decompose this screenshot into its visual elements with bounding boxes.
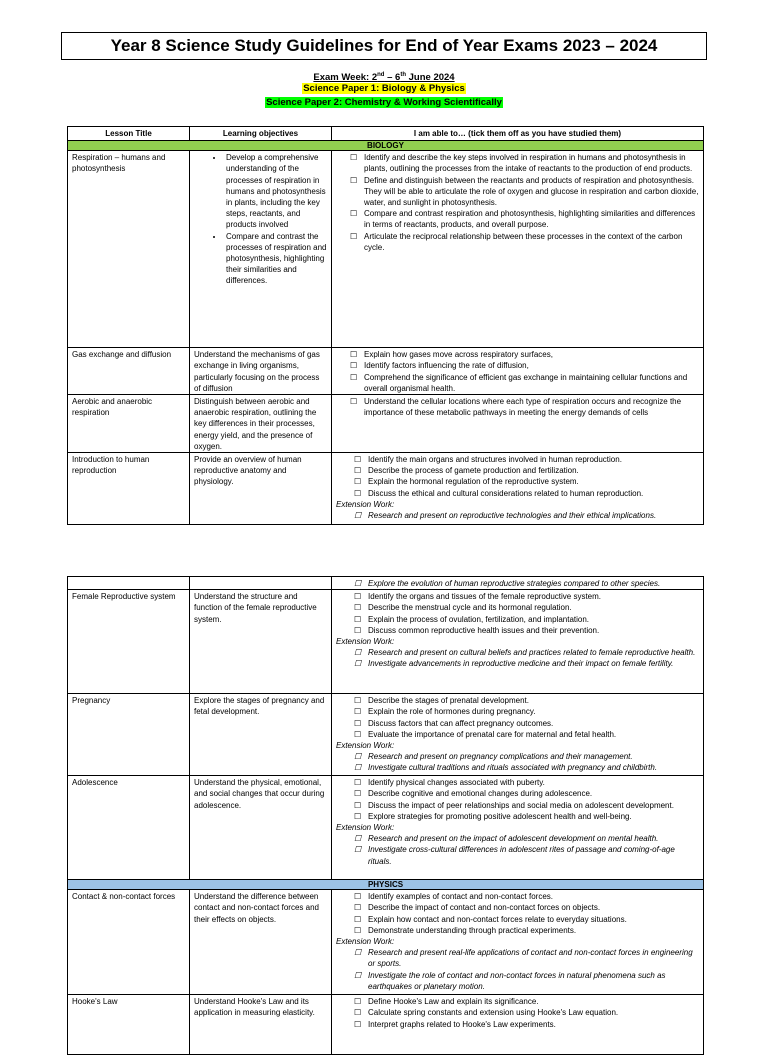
checkbox-icon[interactable]: ☐ bbox=[350, 397, 358, 407]
checklist-item[interactable]: ☐ Describe cognitive and emotional changes during adolescence. bbox=[336, 788, 699, 799]
objective-text: Provide an overview of human reproductive anatomy and physiology. bbox=[190, 453, 332, 525]
objective-text: Explore the stages of pregnancy and fetal development. bbox=[190, 694, 332, 776]
lesson-title: Hooke's Law bbox=[68, 995, 190, 1055]
checkbox-icon[interactable]: ☐ bbox=[354, 477, 362, 487]
checkbox-icon[interactable]: ☐ bbox=[350, 350, 358, 360]
checklist-item[interactable]: ☐ Identify and describe the key steps involved in respiration in humans and photosynthesis in plants, outlining the processes from the intake of reactants to the production of end products. bbox=[336, 152, 699, 174]
checklist-item[interactable]: ☐ Identify factors influencing the rate of diffusion, bbox=[336, 360, 699, 371]
table-row bbox=[68, 151, 704, 348]
extension-item[interactable]: ☐ Investigate the role of contact and non-contact forces in natural phenomena such as earthquakes or planetary motion. bbox=[336, 970, 699, 992]
objective-text: Understand the physical, emotional, and social changes that occur during adolescence. bbox=[190, 776, 332, 880]
checklist-item[interactable]: ☐ Understand the cellular locations where each type of respiration occurs and recognize the importance of these metabolic pathways in meeting the energy demands of cells bbox=[336, 396, 699, 418]
checklist-item[interactable]: ☐ Discuss common reproductive health issues and their prevention. bbox=[336, 625, 699, 636]
checkbox-icon[interactable]: ☐ bbox=[354, 592, 362, 602]
title-box bbox=[61, 32, 707, 60]
extension-label: Extension Work: bbox=[336, 499, 395, 509]
checkbox-icon[interactable]: ☐ bbox=[354, 789, 362, 799]
checklist-item[interactable]: ☐ Explain the hormonal regulation of the reproductive system. bbox=[336, 476, 699, 487]
checklist-item[interactable]: ☐ Identify the organs and tissues of the female reproductive system. bbox=[336, 591, 699, 602]
checklist-item[interactable]: ☐ Demonstrate understanding through practical experiments. bbox=[336, 925, 699, 936]
lesson-title: Respiration – humans and photosynthesis bbox=[68, 151, 190, 348]
checklist-item[interactable]: ☐ Comprehend the significance of efficient gas exchange in maintaining cellular functions and overall organismal health. bbox=[336, 372, 699, 394]
checklist-item[interactable]: ☐ Explain how gases move across respiratory surfaces, bbox=[336, 349, 699, 360]
header-lesson: Lesson Title bbox=[68, 127, 190, 141]
checkbox-icon[interactable]: ☐ bbox=[354, 811, 362, 821]
section-physics bbox=[68, 880, 704, 890]
checkbox-icon[interactable]: ☐ bbox=[354, 800, 362, 810]
extension-label: Extension Work: bbox=[336, 937, 395, 947]
extension-item[interactable]: ☐ Research and present on reproductive technologies and their ethical implications. bbox=[336, 510, 699, 521]
checklist-item[interactable]: ☐ Define Hooke's Law and explain its significance. bbox=[336, 996, 699, 1007]
header-objectives: Learning objectives bbox=[190, 127, 332, 141]
extension-label: Extension Work: bbox=[336, 741, 395, 751]
checkbox-icon[interactable]: ☐ bbox=[354, 1008, 362, 1018]
extension-label: Extension Work: bbox=[336, 823, 395, 833]
checkbox-icon[interactable]: ☐ bbox=[354, 970, 362, 980]
checkbox-icon[interactable]: ☐ bbox=[354, 914, 362, 924]
checkbox-icon[interactable]: ☐ bbox=[354, 625, 362, 635]
checkbox-icon[interactable]: ☐ bbox=[354, 845, 362, 855]
objective-item: • Compare and contrast the processes of respiration and photosynthesis, highlighting their similarities and differences. bbox=[224, 231, 327, 287]
checkbox-icon[interactable]: ☐ bbox=[350, 209, 358, 219]
lesson-title: Adolescence bbox=[68, 776, 190, 880]
checkbox-icon[interactable]: ☐ bbox=[354, 925, 362, 935]
checklist bbox=[336, 695, 699, 773]
checklist bbox=[336, 996, 699, 1030]
checklist bbox=[336, 891, 699, 992]
extension-label: Extension Work: bbox=[336, 637, 395, 647]
checklist-item[interactable]: ☐ Compare and contrast respiration and photosynthesis, highlighting similarities and differences in terms of reactants, products, and overall purpose. bbox=[336, 208, 699, 230]
objective-list bbox=[190, 152, 327, 286]
checkbox-icon[interactable]: ☐ bbox=[354, 892, 362, 902]
checkbox-icon[interactable]: ☐ bbox=[354, 903, 362, 913]
checklist-item[interactable]: ☐ Explore strategies for promoting positive adolescent health and well-being. bbox=[336, 811, 699, 822]
lesson-title: Female Reproductive system bbox=[68, 590, 190, 694]
checklist-item[interactable]: ☐ Calculate spring constants and extension using Hooke's Law equation. bbox=[336, 1007, 699, 1018]
checkbox-icon[interactable]: ☐ bbox=[350, 372, 358, 382]
lesson-title: Aerobic and anaerobic respiration bbox=[68, 395, 190, 453]
checklist-item[interactable]: ☐ Identify examples of contact and non-contact forces. bbox=[336, 891, 699, 902]
lesson-title: Gas exchange and diffusion bbox=[68, 348, 190, 395]
checkbox-icon[interactable]: ☐ bbox=[354, 659, 362, 669]
checkbox-icon[interactable]: ☐ bbox=[354, 752, 362, 762]
table-row bbox=[68, 348, 704, 395]
checklist bbox=[336, 578, 699, 589]
extension-item[interactable]: ☐ Investigate cultural traditions and rituals associated with pregnancy and childbirth. bbox=[336, 762, 699, 773]
checklist-item[interactable]: ☐ Discuss factors that can affect pregnancy outcomes. bbox=[336, 718, 699, 729]
checkbox-icon[interactable]: ☐ bbox=[354, 1019, 362, 1029]
table-row bbox=[68, 577, 704, 590]
checklist bbox=[336, 152, 699, 253]
checkbox-icon[interactable]: ☐ bbox=[354, 579, 362, 588]
table-row bbox=[68, 590, 704, 694]
checkbox-icon[interactable]: ☐ bbox=[354, 948, 362, 958]
checklist-item[interactable]: ☐ Interpret graphs related to Hooke's Law experiments. bbox=[336, 1019, 699, 1030]
extension-item[interactable]: ☐ Investigate cross-cultural differences in adolescent rites of passage and coming-of-age rituals. bbox=[336, 844, 699, 866]
checkbox-icon[interactable]: ☐ bbox=[354, 614, 362, 624]
header-able: I am able to… (tick them off as you have studied them) bbox=[332, 127, 704, 141]
checkbox-icon[interactable]: ☐ bbox=[354, 997, 362, 1007]
checkbox-icon[interactable]: ☐ bbox=[350, 231, 358, 241]
table-row bbox=[68, 453, 704, 525]
checklist-item[interactable]: ☐ Describe the stages of prenatal development. bbox=[336, 695, 699, 706]
section-physics-label: PHYSICS bbox=[68, 880, 704, 890]
lesson-title: Pregnancy bbox=[68, 694, 190, 776]
checkbox-icon[interactable]: ☐ bbox=[354, 511, 362, 521]
checkbox-icon[interactable]: ☐ bbox=[354, 488, 362, 498]
checklist-item[interactable]: ☐ Define and distinguish between the reactants and products of respiration and photosynthesis. They will be able to articulate the role of oxygen and glucose in respiration and carbon dioxide, water, and sunlight in photosynthesis. bbox=[336, 175, 699, 209]
objective-item: • Develop a comprehensive understanding of the processes of respiration in humans and photosynthesis in plants, including the key steps, reactants, and products involved bbox=[224, 152, 327, 230]
checklist-item[interactable]: ☐ Identify the main organs and structures involved in human reproduction. bbox=[336, 454, 699, 465]
checklist bbox=[336, 591, 699, 669]
checklist bbox=[336, 777, 699, 867]
lesson-title: Introduction to human reproduction bbox=[68, 453, 190, 525]
checklist-item[interactable]: ☐ Articulate the reciprocal relationship between these processes in the context of the carbon cycle. bbox=[336, 231, 699, 253]
page-title: Year 8 Science Study Guidelines for End of Year Exams 2023 – 2024 bbox=[110, 36, 658, 55]
checkbox-icon[interactable]: ☐ bbox=[350, 361, 358, 371]
table-row bbox=[68, 995, 704, 1055]
table-row bbox=[68, 776, 704, 880]
checkbox-icon[interactable]: ☐ bbox=[354, 466, 362, 476]
checklist-item[interactable]: ☐ Explain the role of hormones during pregnancy. bbox=[336, 706, 699, 717]
extension-item[interactable]: ☐ Research and present real-life applications of contact and non-contact forces in engineering or sports. bbox=[336, 947, 699, 969]
checklist bbox=[336, 454, 699, 521]
checklist-item[interactable]: ☐ Describe the impact of contact and non-contact forces on objects. bbox=[336, 902, 699, 913]
extension-item[interactable]: ☐ Explore the evolution of human reproductive strategies compared to other species. bbox=[336, 578, 699, 589]
lesson-title: Contact & non-contact forces bbox=[68, 890, 190, 995]
section-biology-label: BIOLOGY bbox=[68, 141, 704, 151]
checklist-item[interactable]: ☐ Explain how contact and non-contact forces relate to everyday situations. bbox=[336, 914, 699, 925]
checkbox-icon[interactable]: ☐ bbox=[354, 834, 362, 844]
objective-text: Understand the structure and function of the female reproductive system. bbox=[190, 590, 332, 694]
table-header-row bbox=[68, 127, 704, 141]
extension-item[interactable]: ☐ Research and present on cultural beliefs and practices related to female reproductive health. bbox=[336, 647, 699, 658]
checklist bbox=[336, 349, 699, 394]
checklist-item[interactable]: ☐ Describe the process of gamete production and fertilization. bbox=[336, 465, 699, 476]
checkbox-icon[interactable]: ☐ bbox=[350, 175, 358, 185]
checkbox-icon[interactable]: ☐ bbox=[354, 729, 362, 739]
checkbox-icon[interactable]: ☐ bbox=[354, 455, 362, 465]
objective-text: Understand the mechanisms of gas exchange in living organisms, particularly focusing on the process of diffusion bbox=[190, 348, 332, 395]
guidelines-table-1 bbox=[67, 126, 704, 525]
checklist-item[interactable]: ☐ Discuss the impact of peer relationships and social media on adolescent development. bbox=[336, 800, 699, 811]
paper1-label: Science Paper 1: Biology & Physics bbox=[303, 83, 465, 94]
exam-info bbox=[0, 68, 768, 110]
table-row bbox=[68, 395, 704, 453]
checklist-item[interactable]: ☐ Describe the menstrual cycle and its hormonal regulation. bbox=[336, 602, 699, 613]
exam-week: Exam Week: 2nd – 6th June 2024 bbox=[313, 72, 455, 84]
objective-text: Understand Hooke's Law and its application in measuring elasticity. bbox=[190, 995, 332, 1055]
objective-text: Understand the difference between contact and non-contact forces and their effects on objects. bbox=[190, 890, 332, 995]
checklist-item[interactable]: ☐ Explain the process of ovulation, fertilization, and implantation. bbox=[336, 614, 699, 625]
checkbox-icon[interactable]: ☐ bbox=[354, 763, 362, 773]
checkbox-icon[interactable]: ☐ bbox=[354, 718, 362, 728]
extension-item[interactable]: ☐ Research and present on pregnancy complications and their management. bbox=[336, 751, 699, 762]
extension-item[interactable]: ☐ Research and present on the impact of adolescent development on mental health. bbox=[336, 833, 699, 844]
checkbox-icon[interactable]: ☐ bbox=[354, 696, 362, 706]
checklist-item[interactable]: ☐ Identify physical changes associated with puberty. bbox=[336, 777, 699, 788]
table-row bbox=[68, 694, 704, 776]
checkbox-icon[interactable]: ☐ bbox=[354, 778, 362, 788]
extension-item[interactable]: ☐ Investigate advancements in reproductive medicine and their impact on female fertility. bbox=[336, 658, 699, 669]
checkbox-icon[interactable]: ☐ bbox=[354, 707, 362, 717]
guidelines-table-2 bbox=[67, 576, 704, 1055]
checkbox-icon[interactable]: ☐ bbox=[354, 603, 362, 613]
section-biology bbox=[68, 141, 704, 151]
checklist-item[interactable]: ☐ Evaluate the importance of prenatal care for maternal and fetal health. bbox=[336, 729, 699, 740]
table-row bbox=[68, 890, 704, 995]
checkbox-icon[interactable]: ☐ bbox=[350, 153, 358, 163]
paper2-label: Science Paper 2: Chemistry & Working Scientifically bbox=[266, 97, 502, 108]
checkbox-icon[interactable]: ☐ bbox=[354, 648, 362, 658]
objective-text: Distinguish between aerobic and anaerobic respiration, outlining the key differences in their processes, energy yield, and the presence of oxygen. bbox=[190, 395, 332, 453]
checklist-item[interactable]: ☐ Discuss the ethical and cultural considerations related to human reproduction. bbox=[336, 488, 699, 499]
checklist bbox=[336, 396, 699, 418]
